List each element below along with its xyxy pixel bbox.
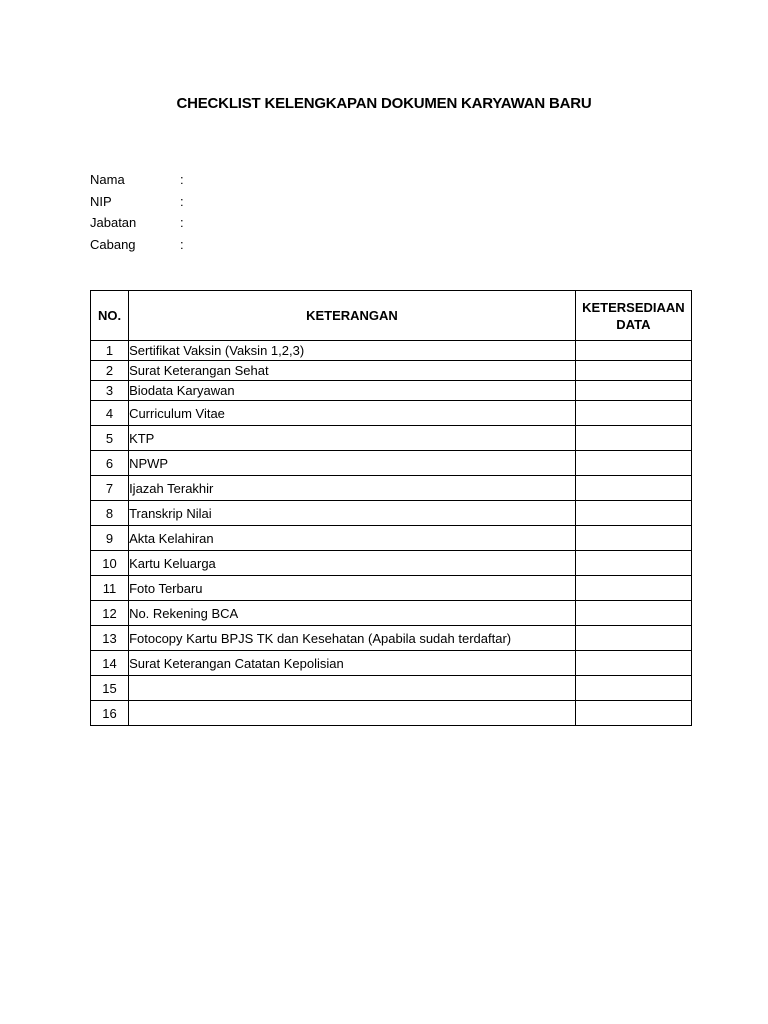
table-row [91, 676, 692, 701]
row-ketersediaan-cell[interactable] [575, 526, 691, 551]
row-ketersediaan-cell[interactable] [575, 551, 691, 576]
row-number-cell: 15 [91, 676, 129, 701]
field-row-nama [90, 171, 192, 193]
field-row-nip [90, 193, 192, 215]
field-colon: : [180, 193, 184, 209]
field-colon: : [180, 215, 184, 230]
row-keterangan-cell [129, 676, 576, 701]
table-row [91, 701, 692, 726]
field-row-cabang [90, 236, 192, 258]
table-row [91, 501, 692, 526]
table-body [91, 341, 692, 726]
table-row [91, 401, 692, 426]
table-row [91, 381, 692, 401]
row-ketersediaan-cell[interactable] [575, 476, 691, 501]
table-row [91, 526, 692, 551]
row-ketersediaan-cell[interactable] [575, 701, 691, 726]
field-colon: : [180, 172, 184, 187]
row-keterangan-cell: No. Rekening BCA [129, 601, 576, 626]
row-number-cell: 14 [91, 651, 129, 676]
row-keterangan-cell: Ijazah Terakhir [129, 476, 576, 501]
employee-info-fields [90, 171, 192, 257]
row-ketersediaan-cell[interactable] [575, 626, 691, 651]
row-number-cell: 8 [91, 501, 129, 526]
table-row [91, 651, 692, 676]
row-keterangan-cell: Fotocopy Kartu BPJS TK dan Kesehatan (Apabila sudah terdaftar) [129, 626, 576, 651]
row-number-cell: 7 [91, 476, 129, 501]
row-number-cell: 5 [91, 426, 129, 451]
row-ketersediaan-cell[interactable] [575, 381, 691, 401]
row-keterangan-cell: Foto Terbaru [129, 576, 576, 601]
field-label-cabang: Cabang [90, 236, 136, 252]
field-label-nama: Nama [90, 172, 125, 187]
row-ketersediaan-cell[interactable] [575, 676, 691, 701]
header-ketersediaan-line1: KETERSEDIAAN [582, 299, 685, 315]
row-ketersediaan-cell[interactable] [575, 576, 691, 601]
row-number-cell: 9 [91, 526, 129, 551]
header-keterangan: KETERANGAN [129, 291, 576, 341]
row-ketersediaan-cell[interactable] [575, 426, 691, 451]
table-row [91, 601, 692, 626]
row-keterangan-cell: Surat Keterangan Sehat [129, 361, 576, 381]
document-title: CHECKLIST KELENGKAPAN DOKUMEN KARYAWAN BARU [176, 95, 592, 112]
row-ketersediaan-cell[interactable] [575, 361, 691, 381]
row-number-cell: 16 [91, 701, 129, 726]
row-keterangan-cell: Biodata Karyawan [129, 381, 576, 401]
document-checklist-table [90, 290, 692, 726]
row-keterangan-cell: Kartu Keluarga [129, 551, 576, 576]
row-number-cell: 6 [91, 451, 129, 476]
table-row [91, 551, 692, 576]
row-number-cell: 11 [91, 576, 129, 601]
row-number-cell: 12 [91, 601, 129, 626]
row-ketersediaan-cell[interactable] [575, 651, 691, 676]
field-row-jabatan [90, 214, 192, 236]
field-label-nip: NIP [90, 193, 112, 209]
header-ketersediaan-line2: DATA [616, 316, 651, 332]
table-header-row [91, 291, 692, 341]
row-keterangan-cell: KTP [129, 426, 576, 451]
row-keterangan-cell: Akta Kelahiran [129, 526, 576, 551]
field-colon: : [180, 236, 184, 252]
row-number-cell: 1 [91, 341, 129, 361]
row-number-cell: 4 [91, 401, 129, 426]
header-ketersediaan [575, 291, 691, 341]
row-ketersediaan-cell[interactable] [575, 401, 691, 426]
row-number-cell: 2 [91, 361, 129, 381]
row-keterangan-cell: Surat Keterangan Catatan Kepolisian [129, 651, 576, 676]
table-row [91, 576, 692, 601]
header-no: NO. [91, 291, 129, 341]
field-label-jabatan: Jabatan [90, 215, 137, 230]
row-number-cell: 13 [91, 626, 129, 651]
row-ketersediaan-cell[interactable] [575, 501, 691, 526]
row-number-cell: 10 [91, 551, 129, 576]
row-ketersediaan-cell[interactable] [575, 601, 691, 626]
row-keterangan-cell: Curriculum Vitae [129, 401, 576, 426]
row-keterangan-cell: Transkrip Nilai [129, 501, 576, 526]
table-row [91, 451, 692, 476]
table-row [91, 626, 692, 651]
table-row [91, 476, 692, 501]
row-keterangan-cell: NPWP [129, 451, 576, 476]
row-keterangan-cell [129, 701, 576, 726]
row-keterangan-cell: Sertifikat Vaksin (Vaksin 1,2,3) [129, 341, 576, 361]
table-row [91, 341, 692, 361]
row-ketersediaan-cell[interactable] [575, 341, 691, 361]
row-number-cell: 3 [91, 381, 129, 401]
row-ketersediaan-cell[interactable] [575, 451, 691, 476]
table-row [91, 426, 692, 451]
table-row [91, 361, 692, 381]
